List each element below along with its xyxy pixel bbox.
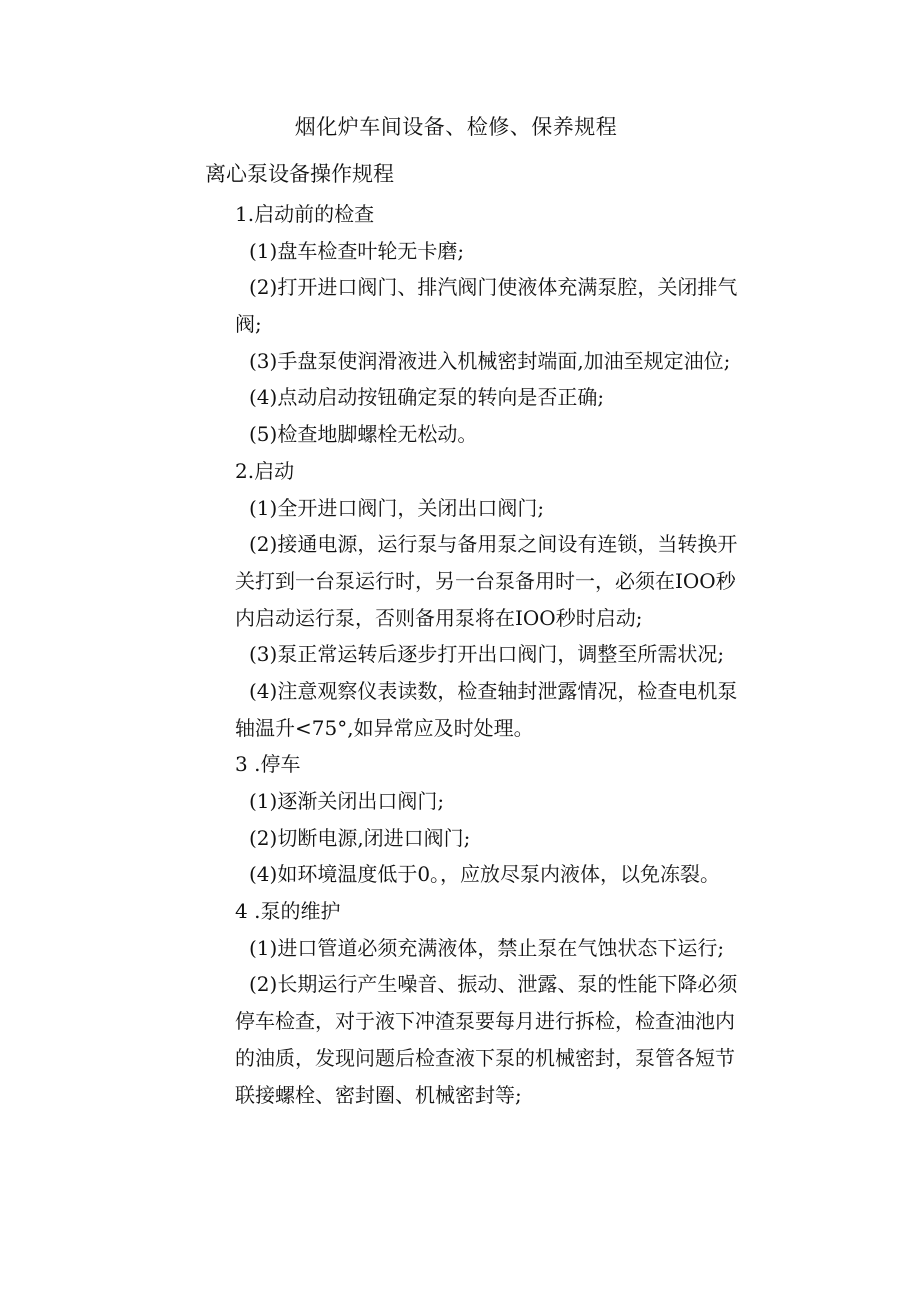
heading-maintenance: 4 .泵的维护 bbox=[235, 899, 341, 924]
heading-stop: 3 .停车 bbox=[235, 752, 301, 777]
paragraph-line: (2)切断电源,闭进口阀门; bbox=[249, 825, 471, 850]
paragraph-line: 轴温升<75°,如异常应及时处理。 bbox=[235, 715, 534, 740]
paragraph-line: (5)检查地脚螺栓无松动。 bbox=[249, 422, 478, 447]
paragraph-line: (1)进口管道必须充满液体，禁止泵在气蚀状态下运行; bbox=[249, 935, 725, 960]
paragraph-line: (1)盘车检查叶轮无卡磨; bbox=[249, 238, 465, 263]
paragraph-line: (4)如环境温度低于0。，应放尽泵内液体，以免冻裂。 bbox=[249, 862, 721, 887]
paragraph-line: (3)手盘泵使润滑液进入机械密封端面,加油至规定油位; bbox=[249, 348, 731, 373]
paragraph-line: 内启动运行泵，否则备用泵将在IOO秒时启动; bbox=[235, 605, 643, 630]
paragraph-line: (2)长期运行产生噪音、振动、泄露、泵的性能下降必须 bbox=[249, 972, 738, 997]
section-title: 离心泵设备操作规程 bbox=[205, 162, 394, 186]
heading-start: 2.启动 bbox=[235, 458, 295, 483]
document-title: 烟化炉车间设备、检修、保养规程 bbox=[294, 115, 618, 139]
paragraph-line: 关打到一台泵运行时，另一台泵备用时一，必须在IOO秒 bbox=[235, 568, 736, 593]
paragraph-line: 阀; bbox=[235, 312, 262, 337]
document-body bbox=[235, 196, 787, 1113]
paragraph-line: 的油质，发现问题后检查液下泵的机械密封，泵管各短节 bbox=[235, 1045, 735, 1070]
paragraph-line: (2)接通电源，运行泵与备用泵之间设有连锁，当转换开 bbox=[249, 532, 738, 557]
paragraph-line: (3)泵正常运转后逐步打开出口阀门，调整至所需状况; bbox=[249, 642, 725, 667]
paragraph-line: (1)全开进口阀门，关闭出口阀门; bbox=[249, 495, 545, 520]
paragraph-line: 联接螺栓、密封圈、机械密封等; bbox=[235, 1082, 522, 1107]
paragraph-line: 停车检查，对于液下冲渣泵要每月进行拆检，检查油池内 bbox=[235, 1009, 735, 1034]
paragraph-line: (4)注意观察仪表读数，检查轴封泄露情况，检查电机泵 bbox=[249, 678, 738, 703]
paragraph-line: (4)点动启动按钮确定泵的转向是否正确; bbox=[249, 385, 605, 410]
heading-start-check: 1.启动前的检查 bbox=[235, 202, 375, 226]
paragraph-line: (1)逐渐关闭出口阀门; bbox=[249, 789, 445, 813]
paragraph-line: (2)打开进口阀门、排汽阀门使液体充满泵腔，关闭排气 bbox=[249, 275, 738, 300]
